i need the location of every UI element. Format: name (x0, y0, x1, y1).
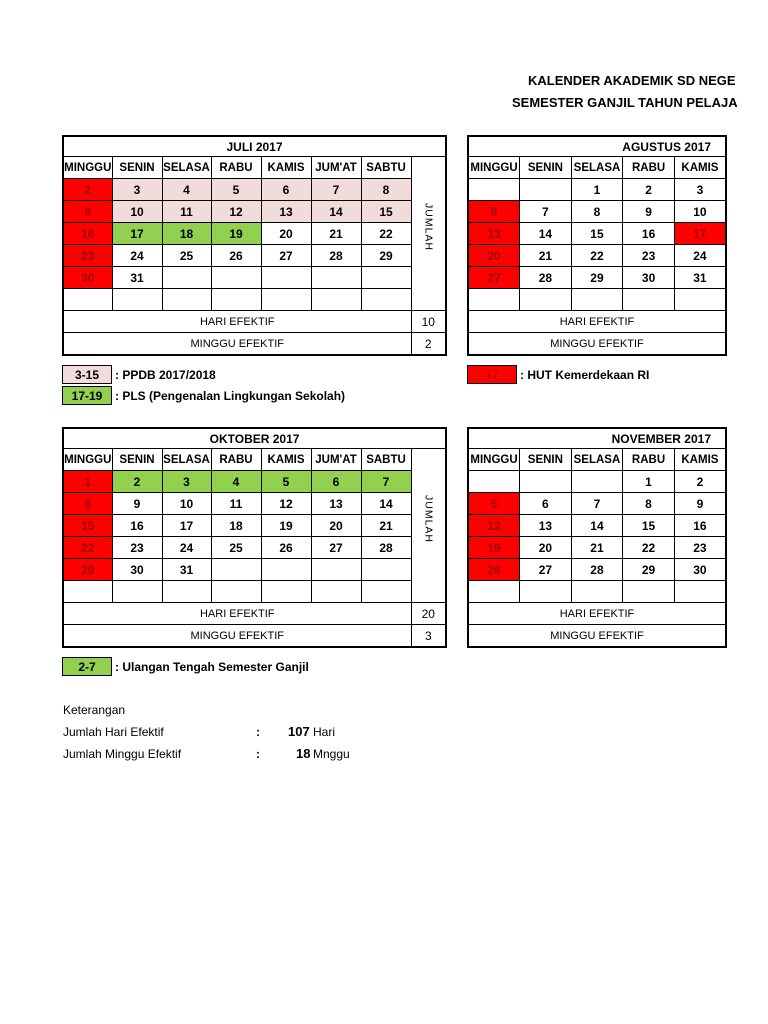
hari-efektif-value: 10 (411, 311, 446, 333)
day-cell: 15 (361, 201, 411, 223)
day-cell: 12 (261, 493, 311, 515)
jumlah-label: JUMLAH (422, 203, 435, 252)
week-row (468, 581, 726, 603)
day-cell: 16 (674, 515, 726, 537)
hari-efektif-label: HARI EFEKTIF (63, 603, 411, 625)
day-cell: 15 (571, 223, 623, 245)
day-cell: 6 (520, 493, 572, 515)
day-cell: 5 (211, 179, 261, 201)
day-cell (623, 289, 675, 311)
day-cell (623, 581, 675, 603)
weekday-header: SABTU (361, 157, 411, 179)
minggu-efektif-row (63, 333, 446, 356)
week-row (63, 537, 446, 559)
legend-uts (62, 657, 309, 676)
day-cell: 3 (674, 179, 726, 201)
day-cell: 9 (674, 493, 726, 515)
day-cell: 31 (112, 267, 162, 289)
day-cell: 9 (623, 201, 675, 223)
day-cell: 22 (623, 537, 675, 559)
day-cell: 26 (211, 245, 261, 267)
day-cell: 2 (63, 179, 112, 201)
week-row (63, 201, 446, 223)
day-cell: 23 (112, 537, 162, 559)
day-cell: 27 (261, 245, 311, 267)
day-cell: 27 (311, 537, 361, 559)
day-cell: 13 (520, 515, 572, 537)
day-cell (571, 289, 623, 311)
minggu-efektif-row (468, 333, 726, 356)
day-cell: 10 (674, 201, 726, 223)
week-row (468, 201, 726, 223)
day-cell: 18 (162, 223, 211, 245)
weekday-header-row (468, 157, 726, 179)
day-cell: 26 (468, 559, 520, 581)
day-cell: 12 (211, 201, 261, 223)
day-cell: 27 (520, 559, 572, 581)
weekday-header: RABU (211, 157, 261, 179)
weekday-header: RABU (623, 449, 675, 471)
day-cell: 26 (261, 537, 311, 559)
week-row (63, 289, 446, 311)
day-cell: 20 (520, 537, 572, 559)
day-cell (361, 559, 411, 581)
jumlah-column (411, 449, 446, 603)
week-row (468, 471, 726, 493)
day-cell (162, 581, 211, 603)
weekday-header-row (63, 449, 446, 471)
day-cell: 5 (468, 493, 520, 515)
hari-efektif-row (468, 311, 726, 333)
day-cell: 14 (311, 201, 361, 223)
day-cell: 7 (571, 493, 623, 515)
weekday-header: SENIN (112, 449, 162, 471)
calendar-juli (62, 135, 447, 356)
week-row (468, 245, 726, 267)
day-cell: 23 (623, 245, 675, 267)
week-row (63, 245, 446, 267)
day-cell: 22 (63, 537, 112, 559)
day-cell: 11 (211, 493, 261, 515)
day-cell: 1 (571, 179, 623, 201)
day-cell: 6 (468, 201, 520, 223)
hari-efektif-label: HARI EFEKTIF (468, 311, 726, 333)
day-cell: 28 (311, 245, 361, 267)
minggu-efektif-label: MINGGU EFEKTIF (63, 625, 411, 648)
weekday-header: SABTU (361, 449, 411, 471)
day-cell: 3 (162, 471, 211, 493)
title-line-2: SEMESTER GANJIL TAHUN PELAJA (512, 95, 738, 110)
day-cell (162, 289, 211, 311)
day-cell: 17 (112, 223, 162, 245)
day-cell: 30 (63, 267, 112, 289)
day-cell: 19 (211, 223, 261, 245)
day-cell: 27 (468, 267, 520, 289)
jumlah-label: JUMLAH (422, 495, 435, 544)
weekday-header: KAMIS (261, 449, 311, 471)
day-cell: 17 (162, 515, 211, 537)
legend-ppdb-text: : PPDB 2017/2018 (115, 367, 216, 382)
weekday-header: KAMIS (261, 157, 311, 179)
minggu-efektif-value: 3 (411, 625, 446, 648)
weekday-header: MINGGU (63, 449, 112, 471)
day-cell (468, 289, 520, 311)
day-cell: 25 (162, 245, 211, 267)
week-row (468, 515, 726, 537)
month-title: AGUSTUS 2017 (468, 136, 726, 157)
weekday-header: SENIN (112, 157, 162, 179)
day-cell: 1 (623, 471, 675, 493)
day-cell: 12 (468, 515, 520, 537)
day-cell (361, 289, 411, 311)
day-cell: 1 (63, 471, 112, 493)
minggu-efektif-label: MINGGU EFEKTIF (468, 625, 726, 648)
day-cell: 16 (112, 515, 162, 537)
day-cell: 22 (571, 245, 623, 267)
day-cell: 23 (63, 245, 112, 267)
week-row (468, 559, 726, 581)
day-cell (261, 581, 311, 603)
week-row (63, 471, 446, 493)
day-cell (112, 581, 162, 603)
weekday-header: MINGGU (468, 449, 520, 471)
week-row (63, 515, 446, 537)
day-cell: 28 (361, 537, 411, 559)
month-title: OKTOBER 2017 (63, 428, 446, 449)
day-cell: 4 (211, 471, 261, 493)
weekday-header: KAMIS (674, 157, 726, 179)
day-cell: 24 (674, 245, 726, 267)
weekday-header-row (468, 449, 726, 471)
legend-uts-swatch: 2-7 (62, 657, 112, 676)
month-row (63, 136, 446, 157)
keterangan-minggu-value: 18 (296, 746, 311, 761)
day-cell: 20 (311, 515, 361, 537)
day-cell: 30 (112, 559, 162, 581)
day-cell: 10 (112, 201, 162, 223)
weekday-header-row (63, 157, 446, 179)
day-cell: 23 (674, 537, 726, 559)
week-row (468, 289, 726, 311)
day-cell: 19 (468, 537, 520, 559)
keterangan-hari-value: 107 (288, 724, 310, 739)
hari-efektif-label: HARI EFEKTIF (468, 603, 726, 625)
keterangan-minggu-colon: : (256, 747, 260, 761)
weekday-header: SENIN (520, 449, 572, 471)
day-cell: 30 (674, 559, 726, 581)
minggu-efektif-row (63, 625, 446, 648)
day-cell: 30 (623, 267, 675, 289)
weekday-header: KAMIS (674, 449, 726, 471)
day-cell: 10 (162, 493, 211, 515)
week-row (468, 223, 726, 245)
week-row (63, 179, 446, 201)
week-row (63, 223, 446, 245)
weekday-header: JUM'AT (311, 157, 361, 179)
weekday-header: SELASA (571, 157, 623, 179)
calendar-november (467, 427, 727, 648)
day-cell (571, 471, 623, 493)
day-cell: 13 (311, 493, 361, 515)
weekday-header: SENIN (520, 157, 572, 179)
weekday-header: SELASA (571, 449, 623, 471)
day-cell: 29 (361, 245, 411, 267)
day-cell: 29 (571, 267, 623, 289)
day-cell: 25 (211, 537, 261, 559)
weekday-header: RABU (211, 449, 261, 471)
month-row (63, 428, 446, 449)
day-cell: 8 (623, 493, 675, 515)
legend-hut-swatch: 17 (467, 365, 517, 384)
day-cell: 11 (162, 201, 211, 223)
day-cell: 21 (361, 515, 411, 537)
day-cell (211, 267, 261, 289)
day-cell (520, 471, 572, 493)
day-cell: 17 (674, 223, 726, 245)
day-cell: 20 (261, 223, 311, 245)
hari-efektif-row (63, 311, 446, 333)
day-cell: 22 (361, 223, 411, 245)
day-cell (520, 179, 572, 201)
minggu-efektif-label: MINGGU EFEKTIF (468, 333, 726, 356)
day-cell (361, 581, 411, 603)
day-cell: 14 (520, 223, 572, 245)
day-cell (211, 581, 261, 603)
week-row (63, 581, 446, 603)
minggu-efektif-row (468, 625, 726, 648)
legend-pls (62, 386, 345, 405)
day-cell: 13 (261, 201, 311, 223)
day-cell (311, 267, 361, 289)
day-cell: 9 (112, 493, 162, 515)
day-cell (112, 289, 162, 311)
calendar-agustus (467, 135, 727, 356)
weekday-header: JUM'AT (311, 449, 361, 471)
weekday-header: SELASA (162, 157, 211, 179)
day-cell: 4 (162, 179, 211, 201)
day-cell: 15 (623, 515, 675, 537)
day-cell: 31 (674, 267, 726, 289)
week-row (63, 267, 446, 289)
day-cell (311, 289, 361, 311)
keterangan-hari-colon: : (256, 725, 260, 739)
hari-efektif-value: 20 (411, 603, 446, 625)
day-cell: 3 (112, 179, 162, 201)
minggu-efektif-label: MINGGU EFEKTIF (63, 333, 411, 356)
week-row (468, 267, 726, 289)
keterangan-heading: Keterangan (63, 703, 126, 717)
week-row (468, 179, 726, 201)
day-cell: 16 (623, 223, 675, 245)
weekday-header: MINGGU (468, 157, 520, 179)
week-row (63, 559, 446, 581)
day-cell: 6 (311, 471, 361, 493)
legend-pls-swatch: 17-19 (62, 386, 112, 405)
day-cell (571, 581, 623, 603)
month-row (468, 136, 726, 157)
day-cell (261, 267, 311, 289)
month-title: NOVEMBER 2017 (468, 428, 726, 449)
day-cell: 6 (261, 179, 311, 201)
day-cell: 7 (520, 201, 572, 223)
day-cell (520, 581, 572, 603)
day-cell (674, 289, 726, 311)
legend-uts-text: : Ulangan Tengah Semester Ganjil (115, 659, 309, 674)
day-cell: 18 (211, 515, 261, 537)
day-cell: 21 (520, 245, 572, 267)
legend-ppdb (62, 365, 216, 384)
day-cell: 9 (63, 201, 112, 223)
hari-efektif-label: HARI EFEKTIF (63, 311, 411, 333)
day-cell (63, 581, 112, 603)
day-cell (468, 471, 520, 493)
day-cell: 20 (468, 245, 520, 267)
hari-efektif-row (63, 603, 446, 625)
day-cell: 2 (674, 471, 726, 493)
calendar-oktober (62, 427, 447, 648)
legend-pls-text: : PLS (Pengenalan Lingkungan Sekolah) (115, 388, 346, 403)
day-cell: 8 (63, 493, 112, 515)
day-cell (520, 289, 572, 311)
week-row (63, 493, 446, 515)
minggu-efektif-value: 2 (411, 333, 446, 356)
day-cell: 28 (520, 267, 572, 289)
day-cell: 2 (112, 471, 162, 493)
weekday-header: SELASA (162, 449, 211, 471)
keterangan-hari-label: Jumlah Hari Efektif (63, 725, 164, 739)
day-cell: 14 (571, 515, 623, 537)
day-cell (311, 559, 361, 581)
title-line-1: KALENDER AKADEMIK SD NEGE (528, 73, 736, 88)
day-cell (361, 267, 411, 289)
day-cell (211, 559, 261, 581)
day-cell (63, 289, 112, 311)
day-cell: 24 (112, 245, 162, 267)
legend-hut (467, 365, 649, 384)
day-cell: 15 (63, 515, 112, 537)
day-cell: 24 (162, 537, 211, 559)
day-cell: 7 (311, 179, 361, 201)
day-cell: 8 (361, 179, 411, 201)
day-cell (261, 289, 311, 311)
week-row (468, 537, 726, 559)
day-cell: 5 (261, 471, 311, 493)
day-cell: 16 (63, 223, 112, 245)
day-cell (674, 581, 726, 603)
day-cell: 8 (571, 201, 623, 223)
day-cell (468, 581, 520, 603)
legend-ppdb-swatch: 3-15 (62, 365, 112, 384)
day-cell: 14 (361, 493, 411, 515)
day-cell: 21 (571, 537, 623, 559)
keterangan-minggu-unit: Mnggu (313, 747, 350, 761)
legend-hut-text: : HUT Kemerdekaan RI (520, 367, 650, 382)
day-cell (261, 559, 311, 581)
day-cell: 29 (623, 559, 675, 581)
jumlah-column (411, 157, 446, 311)
day-cell: 2 (623, 179, 675, 201)
keterangan-minggu-label: Jumlah Minggu Efektif (63, 747, 182, 761)
weekday-header: RABU (623, 157, 675, 179)
weekday-header: MINGGU (63, 157, 112, 179)
week-row (468, 493, 726, 515)
month-title: JULI 2017 (63, 136, 446, 157)
day-cell: 13 (468, 223, 520, 245)
day-cell: 7 (361, 471, 411, 493)
day-cell: 28 (571, 559, 623, 581)
day-cell (162, 267, 211, 289)
day-cell: 21 (311, 223, 361, 245)
day-cell: 19 (261, 515, 311, 537)
keterangan-hari-unit: Hari (313, 725, 336, 739)
day-cell: 31 (162, 559, 211, 581)
day-cell (311, 581, 361, 603)
hari-efektif-row (468, 603, 726, 625)
day-cell (468, 179, 520, 201)
day-cell: 29 (63, 559, 112, 581)
day-cell (211, 289, 261, 311)
month-row (468, 428, 726, 449)
